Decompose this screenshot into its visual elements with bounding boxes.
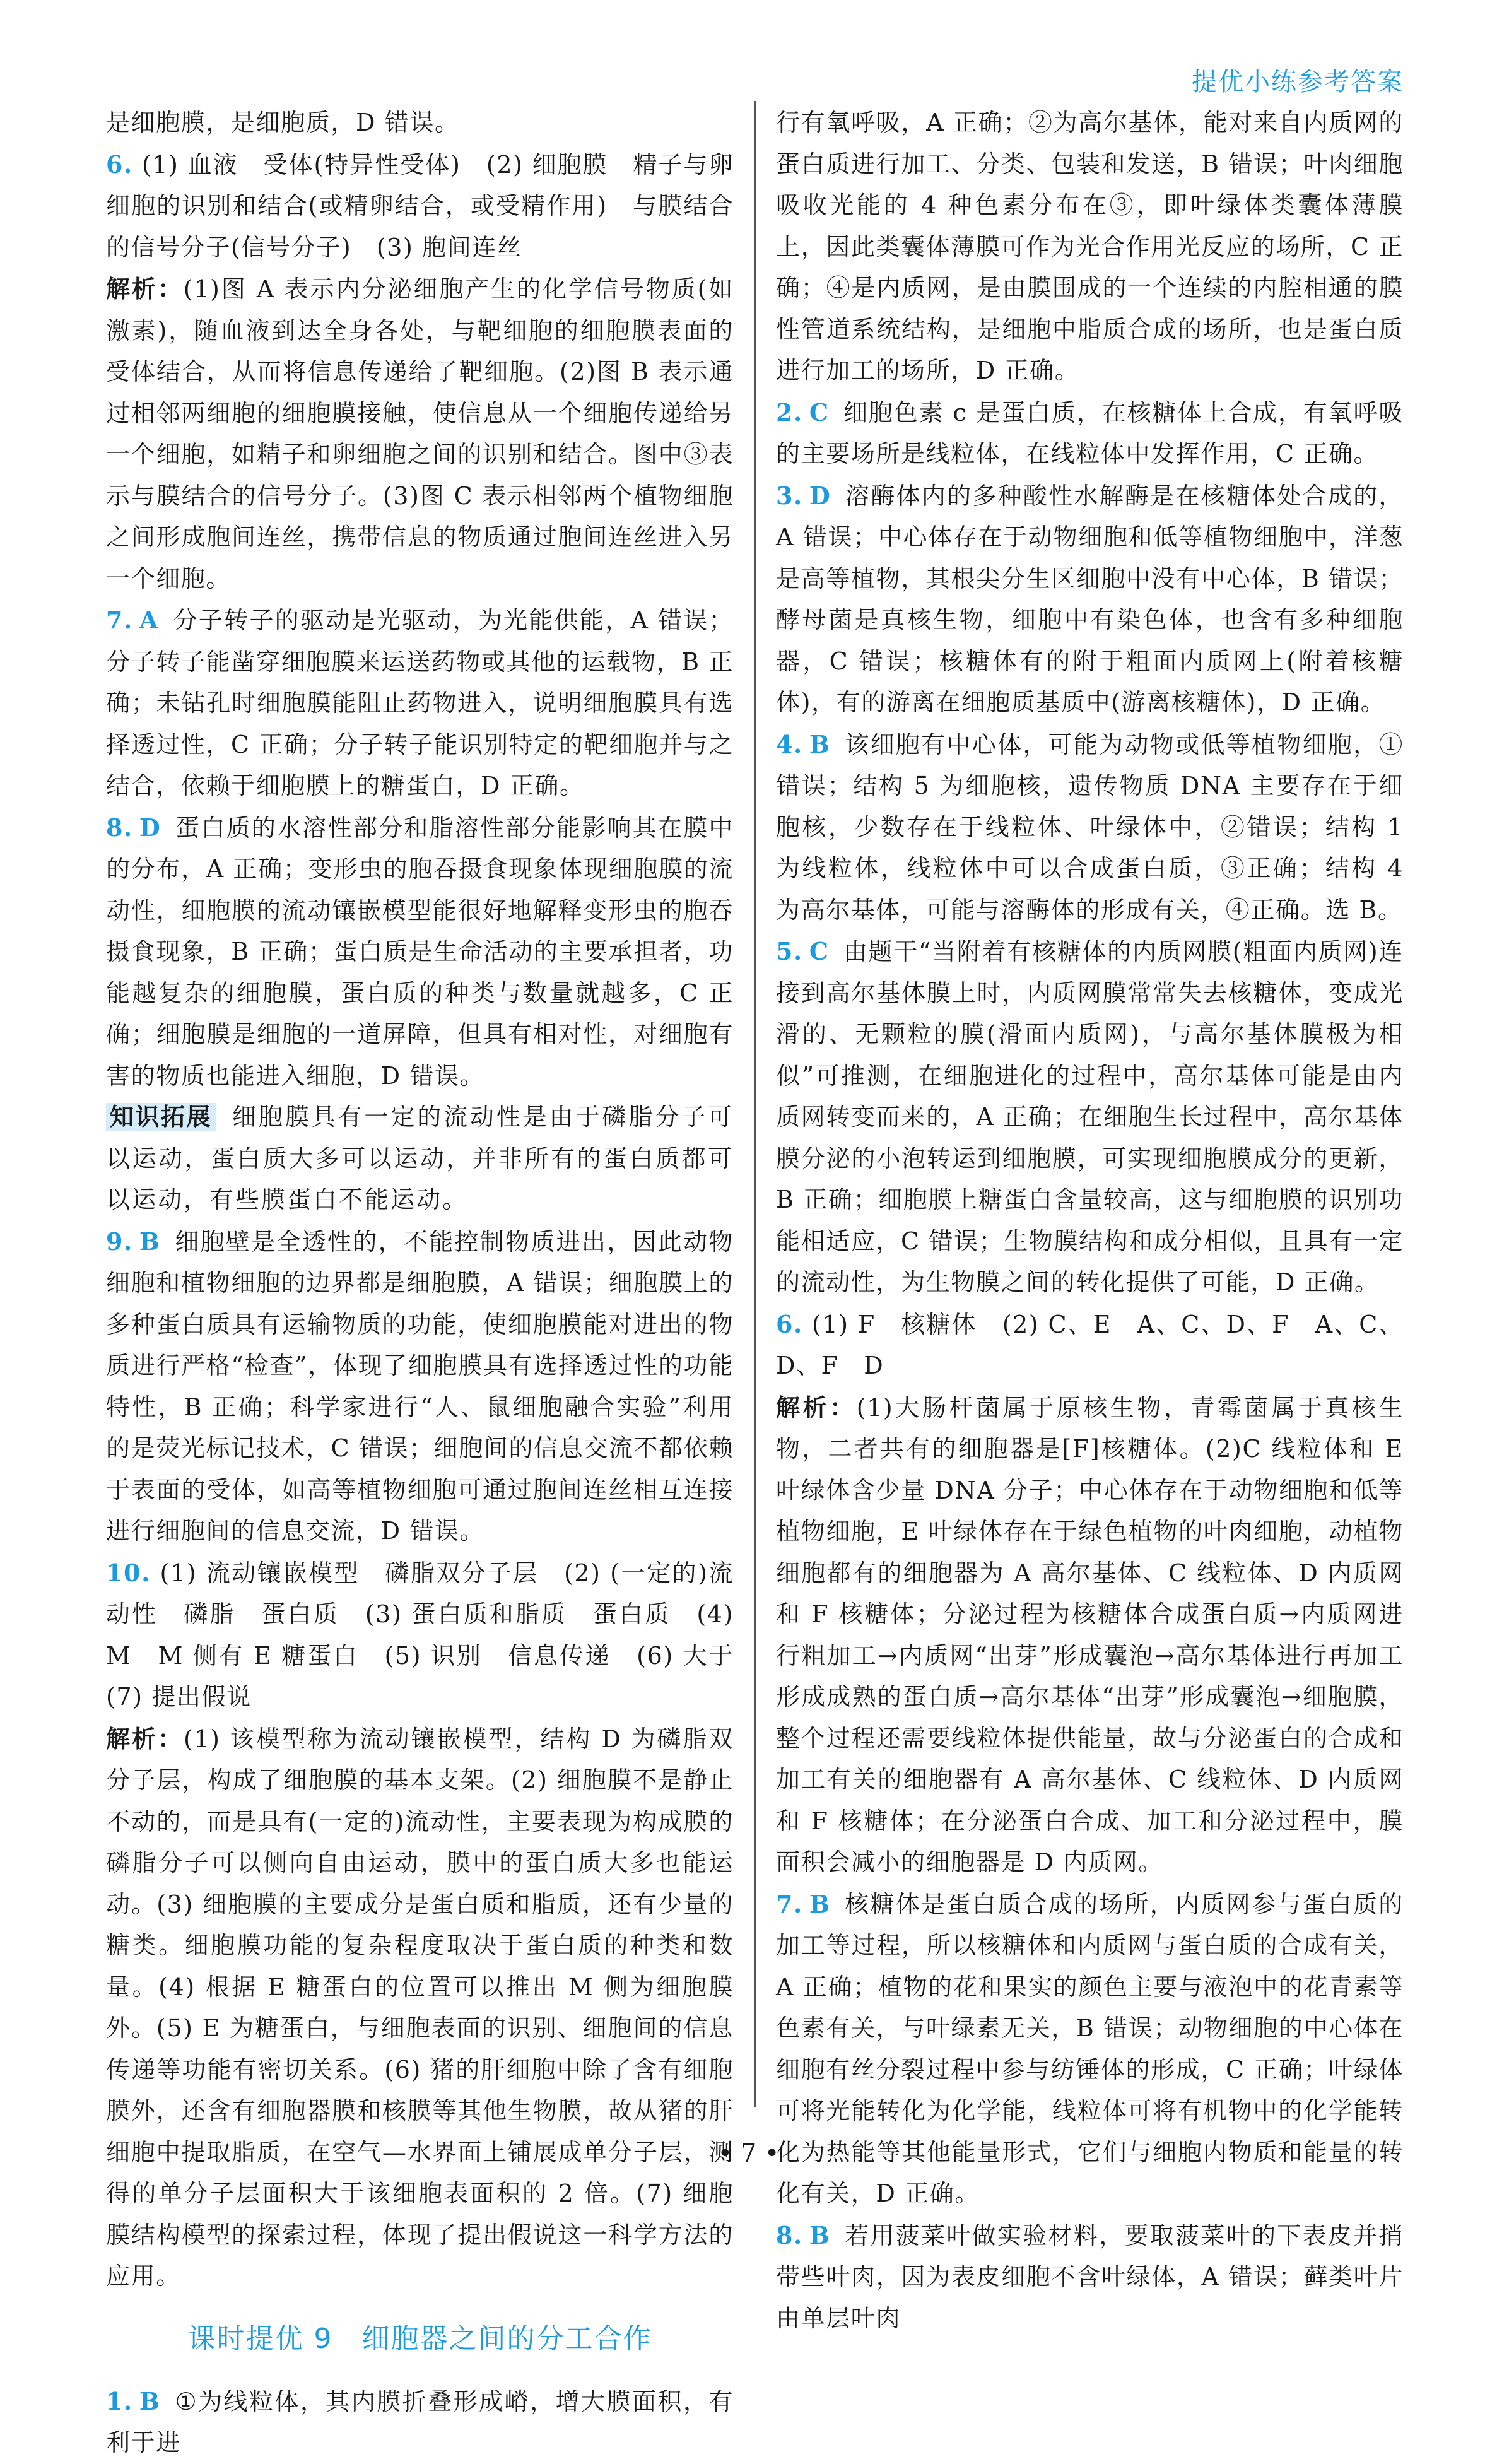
- answer-letter: B: [809, 2220, 831, 2249]
- answer-text: 由题干“当附着有核糖体的内质网膜(粗面内质网)连接到高尔基体膜上时，内质网膜常常失去核糖体，变成光滑的、无颗粒的膜(滑面内质网)，与高尔基体膜极为相似”可推测，在细胞进化的过程中，高尔基体可能是由内质网转变而来的，A 正确；在细胞生长过程中，高尔基体膜分泌的小泡转运到细胞膜，可实现细胞膜成分的更新，B 正确；细胞膜上糖蛋白含量较高，这与细胞膜的识别功能相适应，C 错误；生物膜结构和成分相似，且具有一定的流动性，为生物膜之间的转化提供了可能，D 正确。: [776, 938, 1404, 1296]
- continued-text: 行有氧呼吸，A 正确；②为高尔基体，能对来自内质网的蛋白质进行加工、分类、包装和发送，B 错误；叶肉细胞吸收光能的 4 种色素分布在③，即叶绿体类囊体薄膜上，因此类囊体薄膜可作为光合作用光反应的场所，C 正确；④是内质网，是由膜围成的一个连续的内腔相通的膜性管道系统结构，是细胞中脂质合成的场所，也是蛋白质进行加工的场所，D 正确。: [776, 109, 1404, 384]
- question-number: 5.: [776, 937, 803, 965]
- answer-6: [106, 144, 734, 269]
- answer-letter: B: [139, 1227, 161, 1256]
- answer-s2: [776, 392, 1404, 475]
- knowledge-extension-label: 知识拓展: [106, 1103, 216, 1131]
- answer-text: (1) F 核糖体 (2) C、E A、C、D、F A、C、D、F D: [776, 1310, 1404, 1379]
- answer-text: (1) 血液 受体(特异性受体) (2) 细胞膜 精子与卵细胞的识别和结合(或精卵结合，或受精作用) 与膜结合的信号分子(信号分子) (3) 胞间连丝: [106, 150, 734, 261]
- page-number: • 7 •: [717, 2139, 780, 2168]
- answer-7: [106, 599, 734, 807]
- answer-letter: D: [139, 813, 161, 842]
- answer-9: [106, 1221, 734, 1552]
- answer-letter: B: [809, 729, 831, 758]
- question-number: 8.: [776, 2220, 803, 2249]
- question-number: 6.: [106, 150, 133, 179]
- answer-letter: B: [809, 1889, 831, 1918]
- answer-8: [106, 807, 734, 1097]
- analysis-text: (1) 该模型称为流动镶嵌模型，结构 D 为磷脂双分子层，构成了细胞膜的基本支架。(2) 细胞膜不是静止不动的，而是具有(一定的)流动性，主要表现为构成膜的磷脂分子可以侧向自由运动，膜中的蛋白质大多也能运动。(3) 细胞膜的主要成分是蛋白质和脂质，还有少量的糖类。细胞膜功能的复杂程度取决于蛋白质的种类和数量。(4) 根据 E 糖蛋白的位置可以推出 M 侧为细胞膜外。(5) E 为糖蛋白，与细胞表面的识别、细胞间的信息传递等功能有密切关系。(6) 猪的肝细胞中除了含有细胞膜外，还含有细胞器膜和核膜等其他生物膜，故从猪的肝细胞中提取脂质，在空气—水界面上铺展成单分子层，测得的单分子层面积大于该细胞表面积的 2 倍。(7) 细胞膜结构模型的探索过程，体现了提出假说这一科学方法的应用。: [106, 1724, 734, 2290]
- answer-s5: [776, 931, 1404, 1304]
- answer-text: ①为线粒体，其内膜折叠形成嵴，增大膜面积，有利于进: [106, 2387, 734, 2456]
- question-number: 3.: [776, 481, 803, 510]
- answer-text: 若用菠菜叶做实验材料，要取菠菜叶的下表皮并捎带些叶肉，因为表皮细胞不含叶绿体，A 错误；藓类叶片由单层叶肉: [776, 2221, 1404, 2332]
- column-divider: [754, 101, 756, 2107]
- answer-letter: B: [139, 2386, 161, 2415]
- analysis-text: (1)大肠杆菌属于原核生物，青霉菌属于真核生物，二者共有的细胞器是[F]核糖体。(2)C 线粒体和 E 叶绿体含少量 DNA 分子；中心体存在于动物细胞和低等植物细胞，E 叶绿体存在于绿色植物的叶肉细胞，动植物细胞都有的细胞器为 A 高尔基体、C 线粒体、D 内质网和 F 核糖体；分泌过程为核糖体合成蛋白质→内质网进行粗加工→内质网“出芽”形成囊泡→高尔基体进行再加工形成成熟的蛋白质→高尔基体“出芽”形成囊泡→细胞膜，整个过程还需要线粒体提供能量，故与分泌蛋白的合成和加工有关的细胞器有 A 高尔基体、C 线粒体、D 内质网和 F 核糖体；在分泌蛋白合成、加工和分泌过程中，膜面积会减小的细胞器是 D 内质网。: [776, 1393, 1404, 1876]
- answer-text: 细胞壁是全透性的，不能控制物质进出，因此动物细胞和植物细胞的边界都是细胞膜，A 错误；细胞膜上的多种蛋白质具有运输物质的功能，使细胞膜能对进出的物质进行严格“检查”，体现了细胞膜具有选择透过性的功能特性，B 正确；科学家进行“人、鼠细胞融合实验”利用的是荧光标记技术，C 错误；细胞间的信息交流不都依赖于表面的受体，如高等植物细胞可通过胞间连丝相互连接进行细胞间的信息交流，D 错误。: [106, 1227, 734, 1545]
- knowledge-extension-text: 细胞膜具有一定的流动性是由于磷脂分子可以运动，蛋白质大多可以运动，并非所有的蛋白质都可以运动，有些膜蛋白不能运动。: [106, 1103, 734, 1213]
- answer-s6: [776, 1304, 1404, 1387]
- answer-text: (1) 流动镶嵌模型 磷脂双分子层 (2) (一定的)流动性 磷脂 蛋白质 (3) 蛋白质和脂质 蛋白质 (4) M M 侧有 E 糖蛋白 (5) 识别 信息传递 (6) 大于 (7) 提出假说: [106, 1559, 759, 1711]
- question-number: 7.: [106, 606, 133, 634]
- answer-s4: [776, 724, 1404, 931]
- page-header-title: 提优小练参考答案: [1192, 68, 1404, 97]
- question-number: 6.: [776, 1309, 803, 1338]
- answer-text: 细胞色素 c 是蛋白质，在核糖体上合成，有氧呼吸的主要场所是线粒体，在线粒体中发挥作用，C 正确。: [776, 398, 1404, 468]
- knowledge-extension: [106, 1097, 734, 1221]
- analysis-s6: [776, 1387, 1404, 1883]
- answer-letter: C: [809, 937, 830, 965]
- answer-letter: C: [809, 398, 830, 427]
- answer-letter: D: [809, 481, 831, 510]
- analysis-label: 解析：: [106, 1724, 184, 1753]
- question-number: 10.: [106, 1558, 151, 1587]
- answer-text: 核糖体是蛋白质合成的场所，内质网参与蛋白质的加工等过程，所以核糖体和内质网与蛋白质的合成有关，A 正确；植物的花和果实的颜色主要与液泡中的花青素等色素有关，与叶绿素无关，B 错误；动物细胞的中心体在细胞有丝分裂过程中参与纺锤体的形成，C 正确；叶绿体可将光能转化为化学能，线粒体可将有机物中的化学能转化为热能等其他能量形式，它们与细胞内物质和能量的转化有关，D 正确。: [776, 1890, 1404, 2207]
- answer-text: 溶酶体内的多种酸性水解酶是在核糖体处合成的，A 错误；中心体存在于动物细胞和低等植物细胞中，洋葱是高等植物，其根尖分生区细胞中没有中心体，B 错误；酵母菌是真核生物，细胞中有染色体，也含有多种细胞器，C 错误；核糖体有的附于粗面内质网上(附着核糖体)，有的游离在细胞质基质中(游离核糖体)，D 正确。: [776, 481, 1404, 716]
- answer-10: [106, 1552, 759, 1718]
- question-number: 9.: [106, 1227, 133, 1256]
- answer-s3: [776, 475, 1404, 724]
- question-number: 1.: [106, 2386, 133, 2415]
- continued-text: 是细胞膜，是细胞质，D 错误。: [106, 109, 460, 136]
- analysis-text: (1)图 A 表示内分泌细胞产生的化学信号物质(如激素)，随血液到达全身各处，与靶细胞的细胞膜表面的受体结合，从而将信息传递给了靶细胞。(2)图 B 表示通过相邻两细胞的细胞膜接触，使信息从一个细胞传递给另一个细胞，如精子和卵细胞之间的识别和结合。图中③表示与膜结合的信号分子。(3)图 C 表示相邻两个植物细胞之间形成胞间连丝，携带信息的物质通过胞间连丝进入另一个细胞。: [106, 275, 734, 592]
- question-number: 2.: [776, 398, 803, 427]
- question-number: 7.: [776, 1889, 803, 1918]
- answer-text: 分子转子的驱动是光驱动，为光能供能，A 错误；分子转子能凿穿细胞膜来运送药物或其他的运载物，B 正确；未钻孔时细胞膜能阻止药物进入，说明细胞膜具有选择透过性，C 正确；分子转子能识别特定的靶细胞并与之结合，依赖于细胞膜上的糖蛋白，D 正确。: [106, 606, 734, 799]
- answer-s8: [776, 2215, 1404, 2340]
- answer-text: 该细胞有中心体，可能为动物或低等植物细胞，①错误；结构 5 为细胞核，遗传物质 DNA 主要存在于细胞核，少数存在于线粒体、叶绿体中，②错误；结构 1 为线粒体，线粒体中可以合成蛋白质，③正确；结构 4 为高尔基体，可能与溶酶体的形成有关，④正确。选 B。: [776, 730, 1404, 924]
- analysis-10: [106, 1718, 734, 2297]
- question-number: 4.: [776, 729, 803, 758]
- left-column: [106, 102, 759, 2464]
- answer-s1: [106, 2381, 734, 2464]
- analysis-6: [106, 268, 734, 599]
- analysis-label: 解析：: [776, 1393, 857, 1422]
- right-column: [776, 102, 1404, 2339]
- answer-letter: A: [139, 606, 159, 634]
- answer-text: 蛋白质的水溶性部分和脂溶性部分能影响其在膜中的分布，A 正确；变形虫的胞吞摄食现象体现细胞膜的流动性，细胞膜的流动镶嵌模型能很好地解释变形虫的胞吞摄食现象，B 正确；蛋白质是生命活动的主要承担者，功能越复杂的细胞膜，蛋白质的种类与数量就越多，C 正确；细胞膜是细胞的一道屏障，但具有相对性，对细胞有害的物质也能进入细胞，D 错误。: [106, 813, 734, 1090]
- question-number: 8.: [106, 813, 133, 842]
- analysis-label: 解析：: [106, 274, 184, 303]
- section-title: 课时提优 9 细胞器之间的分工合作: [187, 2322, 652, 2355]
